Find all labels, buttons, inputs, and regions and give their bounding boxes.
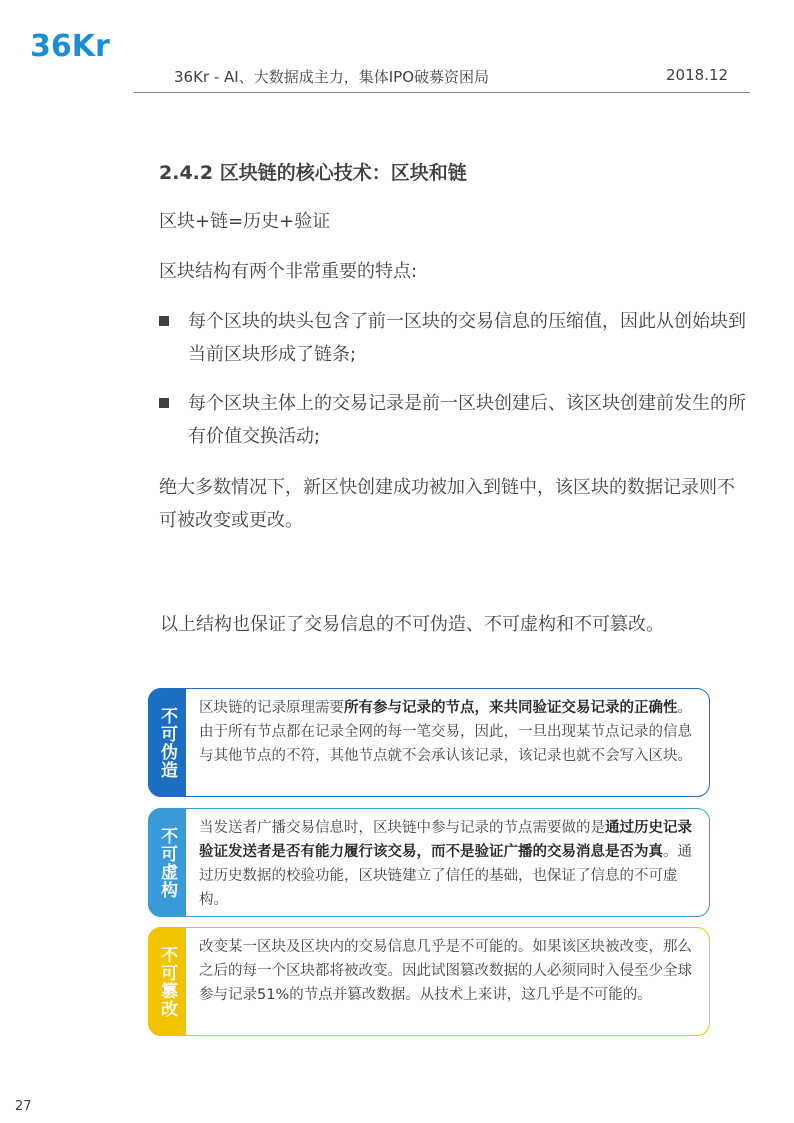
bullet-item-2: 每个区块主体上的交易记录是前一区块创建后、该区块创建前发生的所有价值交换活动; — [188, 393, 746, 447]
section-title: 2.4.2 区块链的核心技术：区块和链 — [159, 162, 467, 184]
features-intro: 区块结构有两个非常重要的特点: — [159, 261, 418, 282]
card-tag: 不可篡改 — [148, 927, 186, 1036]
card-unfabricable — [148, 808, 710, 917]
header-divider — [134, 92, 750, 93]
formula-text: 区块+链=历史+验证 — [159, 211, 331, 232]
card-text: 区块链的记录原理需要所有参与记录的节点，来共同验证交易记录的正确性。由于所有节点都在记录全网的每一笔交易，因此，一旦出现某节点记录的信息与其他节点的不符，其他节点就不会承认该记录，该记录也就不会写入区块。 — [199, 700, 692, 764]
guarantee-statement: 以上结构也保证了交易信息的不可伪造、不可虚构和不可篡改。 — [160, 614, 664, 635]
logo-text-36: 36Kr — [30, 29, 110, 64]
card-unforgeable — [148, 688, 710, 797]
bullet-item-1: 每个区块的块头包含了前一区块的交易信息的压缩值，因此从创始块到当前区块形成了链条; — [188, 311, 746, 365]
card-text: 当发送者广播交易信息时，区块链中参与记录的节点需要做的是通过历史记录验证发送者是否有能力履行该交易，而不是验证广播的交易消息是否为真。通过历史数据的校验功能，区块链建立了信任的基础，也保证了信息的不可虚构。 — [199, 820, 692, 908]
36kr-logo — [30, 26, 138, 88]
card-tag: 不可伪造 — [148, 688, 186, 797]
document-header-title: 36Kr - AI、大数据成主力，集体IPO破募资困局 — [174, 68, 490, 86]
page-number: 27 — [15, 1099, 32, 1114]
card-untamperable — [148, 927, 710, 1036]
card-text: 改变某一区块及区块内的交易信息几乎是不可能的。如果该区块被改变，那么之后的每一个区块都将被改变。因此试图篡改数据的人必须同时入侵至少全球参与记录51%的节点并篡改数据。从技术上来讲，这几乎是不可能的。 — [199, 939, 692, 1003]
summary-paragraph: 绝大多数情况下，新区快创建成功被加入到链中，该区块的数据记录则不可被改变或更改。 — [159, 477, 735, 531]
document-date: 2018.12 — [666, 66, 729, 84]
bullet-marker — [159, 398, 169, 408]
bullet-marker — [159, 316, 169, 326]
card-tag: 不可虚构 — [148, 808, 186, 917]
